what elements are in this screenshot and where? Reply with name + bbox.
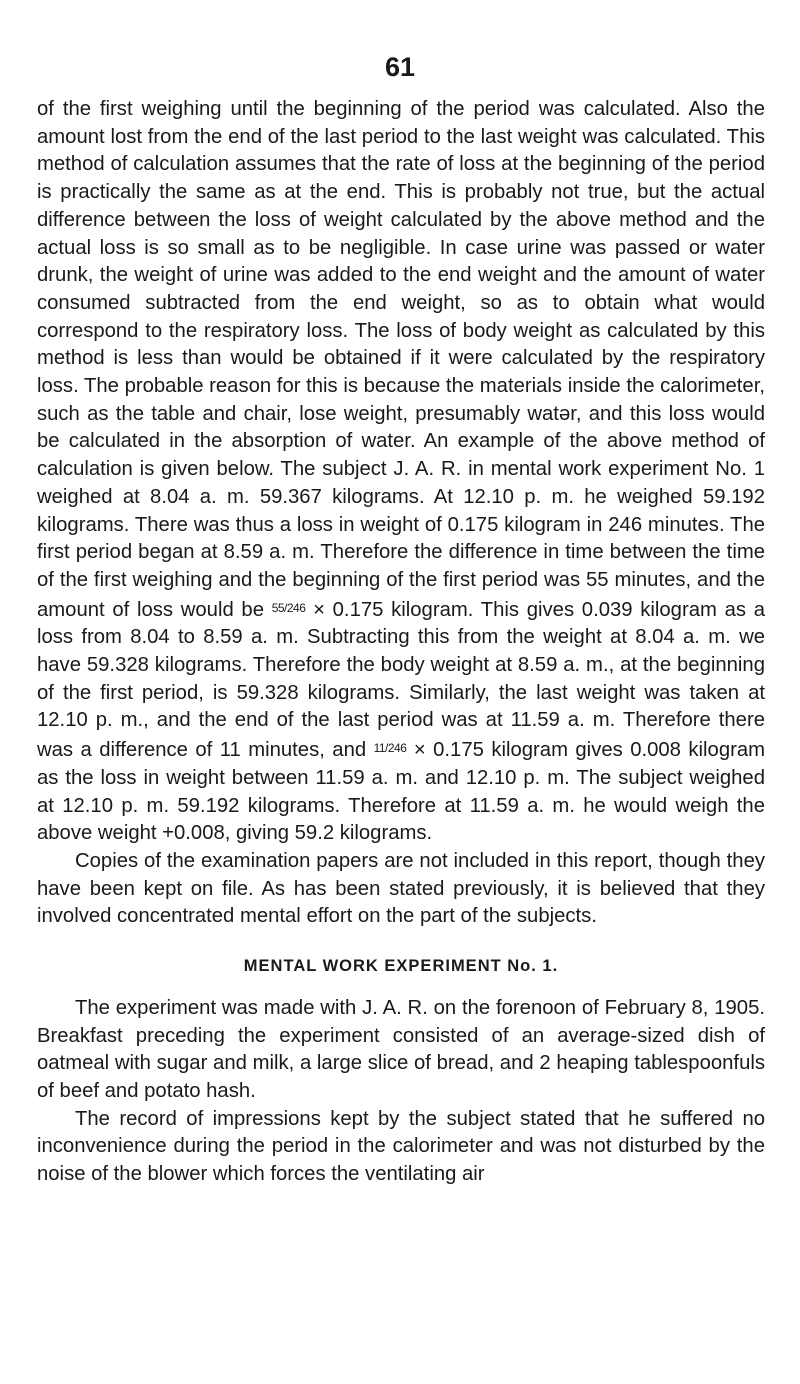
paragraph-text-part-1: of the first weighing until the beginning of the period was calculated. Also the amount lost from the end of the last period to the last weight was calculated. This method of calculation assumes that the rate of loss at the beginning of the period is practically the same as at the end. This is probably not true, but the actual difference between the loss of weight calculated by the above method and the actual loss is so small as to be negligible. In case urine was passed or water drunk, the weight of urine was added to the end weight and the amount of water consumed subtracted from the end weight, so as to obtain what would correspond to the respiratory loss. The loss of body weight as calculated by this method is less than would be obtained if it were calculated by the respiratory loss. The probable reason for this is because the materials inside the calorimeter, such as the table and chair, lose weight, presumably watər, and this loss would be calculated in the absorption of water. An example of the above method of calculation is given below. The subject J. A. R. in mental work experiment No. 1 weighed at 8.04 a. m. 59.367 kilograms. At 12.10 p. m. he weighed 59.192 kilograms. There was thus a loss in weight of 0.175 kilogram in 246 minutes. The first period began at 8.59 a. m. Therefore the difference in time between the time of the first weighing and the beginning of the first period was 55 minutes, and the amount of loss would be [37, 98, 765, 621]
page-number: 61 [384, 52, 416, 82]
paragraph-text-part-3: × 0.175 kilogram gives 0.008 kilogram as the loss in weight between 11.59 a. m. and 12.10 p. m. The subject weighed at 12.10 p. m. 59.192 kilograms. Therefore at 11.59 a. m. he would weigh the above weight +0.008, giving 59.2 kilograms. [37, 739, 766, 845]
paragraph-text-part-2: × 0.175 kilogram. This gives 0.039 kilogram as a loss from 8.04 to 8.59 a. m. Subtracting this from the weight at 8.04 a. m. we have 59.328 kilograms. Therefore the body weight at 8.59 a. m., at the beginning of the first period, is 59.328 kilograms. Similarly, the last weight was taken at 12.10 p. m., and the end of the last period was at 11.59 a. m. Therefore there was a difference of 11 minutes, and [37, 598, 765, 762]
paragraph-calculation-method [37, 96, 765, 848]
paragraph-impressions-record: The record of impressions kept by the subject stated that he suffered no inconvenience during the period in the calorimeter and was not disturbed by the noise of the blower which forces the ventilating air [37, 1107, 765, 1186]
fraction-11-over-246: 11/246 [373, 741, 407, 756]
section-heading: MENTAL WORK EXPERIMENT No. 1. [243, 957, 559, 976]
paragraph-experiment-description: The experiment was made with J. A. R. on the forenoon of February 8, 1905. Breakfast preceding the experiment consisted of an average-sized dish of oatmeal with sugar and milk, a large slice of bread, and 2 heaping tablespoonfuls of beef and potato hash. [37, 996, 765, 1102]
fraction-55-over-246: 55/246 [271, 600, 306, 615]
page-body [37, 96, 765, 1189]
paragraph-examination-papers: Copies of the examination papers are not included in this report, though they have been kept on file. As has been stated previously, it is believed that they involved concentrated mental effort on the part of the subjects. [37, 849, 765, 928]
